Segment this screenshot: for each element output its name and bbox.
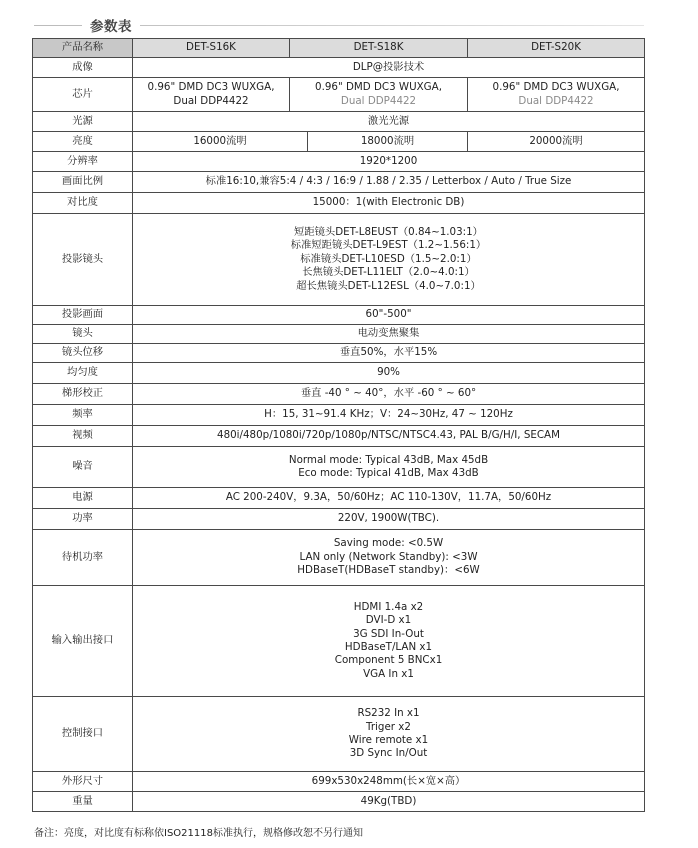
- row-control-ports: [33, 697, 645, 772]
- row-label: 梯形校正: [33, 384, 133, 405]
- row-frequency: [33, 405, 645, 426]
- row-label: 均匀度: [33, 363, 133, 384]
- chip-line-1: 0.96" DMD DC3 WUXGA,: [147, 81, 275, 94]
- lens-item: 长焦镜头DET-L11ELT（2.0~4.0:1）: [302, 266, 475, 279]
- row-value: 垂直 -40 ° ~ 40°，水平 -60 ° ~ 60°: [133, 384, 645, 405]
- chip-model-1: [133, 78, 290, 112]
- row-value: 90%: [133, 363, 645, 384]
- noise-item: Eco mode: Typical 41dB, Max 43dB: [298, 467, 479, 479]
- header-label: 产品名称: [33, 39, 133, 58]
- model-1-name: DET-S16K: [133, 39, 290, 58]
- row-value: H：15, 31~91.4 KHz；V：24~30Hz, 47 ~ 120Hz: [133, 405, 645, 426]
- lens-item: 短距镜头DET-L8EUST（0.84~1.03:1）: [294, 226, 483, 239]
- row-noise: [33, 447, 645, 488]
- brightness-model-1: 16000流明: [133, 132, 308, 152]
- chip-line-1: 0.96" DMD DC3 WUXGA,: [492, 81, 620, 94]
- chip-line-1: 0.96" DMD DC3 WUXGA,: [315, 81, 442, 94]
- row-lens: [33, 214, 645, 306]
- io-item: HDMI 1.4a x2: [353, 600, 424, 613]
- row-label: 镜头位移: [33, 344, 133, 363]
- row-label: 成像: [33, 58, 133, 78]
- row-lens-type: [33, 325, 645, 344]
- lens-list: [133, 214, 645, 306]
- row-label: 电源: [33, 488, 133, 509]
- brightness-model-2: 18000流明: [308, 132, 468, 152]
- row-video: [33, 426, 645, 447]
- row-label: 噪音: [33, 447, 133, 488]
- row-value: 220V, 1900W(TBC).: [133, 509, 645, 530]
- io-item: DVI-D x1: [365, 614, 412, 627]
- lens-item: 标准镜头DET-L10ESD（1.5~2.0:1）: [300, 252, 477, 265]
- control-list: [133, 697, 645, 772]
- lens-item: 超长焦镜头DET-L12ESL（4.0~7.0:1）: [296, 279, 481, 292]
- row-label: 功率: [33, 509, 133, 530]
- row-label: 频率: [33, 405, 133, 426]
- row-label: 投影画面: [33, 306, 133, 325]
- model-2-name: DET-S18K: [290, 39, 468, 58]
- row-value: 电动变焦聚集: [133, 325, 645, 344]
- row-label: 对比度: [33, 193, 133, 214]
- control-item: Wire remote x1: [348, 734, 429, 746]
- row-power-supply: [33, 488, 645, 509]
- row-label: 视频: [33, 426, 133, 447]
- row-value: 699x530x248mm(长×宽×高）: [133, 772, 645, 792]
- table-header-row: [33, 39, 645, 58]
- row-value: 垂直50%，水平15%: [133, 344, 645, 363]
- row-label: 分辨率: [33, 152, 133, 172]
- row-label: 输入输出接口: [33, 586, 133, 697]
- row-io-ports: [33, 586, 645, 697]
- row-uniformity: [33, 363, 645, 384]
- row-standby-power: [33, 530, 645, 586]
- spec-table: [32, 38, 645, 812]
- row-screen-size: [33, 306, 645, 325]
- row-label: 待机功率: [33, 530, 133, 586]
- standby-item: HDBaseT(HDBaseT standby)：<6W: [297, 564, 480, 577]
- footnote: 备注：亮度，对比度有标称依ISO21118标准执行，规格修改恕不另行通知: [34, 828, 363, 839]
- row-label: 光源: [33, 112, 133, 132]
- row-weight: [33, 792, 645, 812]
- row-value: 480i/480p/1080i/720p/1080p/NTSC/NTSC4.43, PAL B/G/H/I, SECAM: [133, 426, 645, 447]
- row-light-source: [33, 112, 645, 132]
- chip-model-3: [468, 78, 645, 112]
- model-3-name: DET-S20K: [468, 39, 645, 58]
- row-contrast: [33, 193, 645, 214]
- row-lens-shift: [33, 344, 645, 363]
- row-aspect-ratio: [33, 172, 645, 193]
- row-value: 60"-500": [133, 306, 645, 325]
- row-keystone: [33, 384, 645, 405]
- page-title: 参数表: [82, 15, 140, 35]
- row-label: 画面比例: [33, 172, 133, 193]
- row-label: 投影镜头: [33, 214, 133, 306]
- row-value: 49Kg(TBD): [133, 792, 645, 812]
- control-item: 3D Sync In/Out: [349, 747, 428, 760]
- row-value: 激光光源: [133, 112, 645, 132]
- control-item: Triger x2: [366, 720, 411, 733]
- standby-list: [133, 530, 645, 586]
- chip-line-2: Dual DDP4422: [173, 94, 249, 107]
- row-power: [33, 509, 645, 530]
- io-list: [133, 586, 645, 697]
- row-label: 芯片: [33, 78, 133, 112]
- row-label: 重量: [33, 792, 133, 812]
- io-item: HDBaseT/LAN x1: [344, 641, 433, 653]
- io-item: Component 5 BNCx1: [334, 654, 443, 667]
- title-bar: [34, 12, 644, 36]
- standby-item: LAN only (Network Standby): <3W: [299, 550, 478, 563]
- control-item: RS232 In x1: [357, 707, 420, 720]
- row-label: 镜头: [33, 325, 133, 344]
- io-item: VGA In x1: [363, 667, 414, 680]
- row-value: 1920*1200: [133, 152, 645, 172]
- row-value: 15000：1(with Electronic DB): [133, 193, 645, 214]
- row-value: 标准16:10,兼容5:4 / 4:3 / 16:9 / 1.88 / 2.35 / Letterbox / Auto / True Size: [133, 172, 645, 193]
- noise-item: Normal mode: Typical 43dB, Max 45dB: [288, 453, 489, 466]
- io-item: 3G SDI In-Out: [353, 627, 424, 640]
- row-label: 亮度: [33, 132, 133, 152]
- row-resolution: [33, 152, 645, 172]
- chip-model-2: [290, 78, 468, 112]
- noise-list: [133, 447, 645, 488]
- lens-item: 标准短距镜头DET-L9EST（1.2~1.56:1）: [290, 239, 487, 252]
- row-dimensions: [33, 772, 645, 792]
- brightness-model-3: 20000流明: [468, 132, 645, 152]
- row-chip: [33, 78, 645, 112]
- row-value: AC 200-240V，9.3A，50/60Hz；AC 110-130V，11.7A，50/60Hz: [133, 488, 645, 509]
- chip-line-2: Dual DDP4422: [340, 94, 417, 107]
- chip-line-2: Dual DDP4422: [518, 94, 594, 107]
- standby-item: Saving mode: <0.5W: [333, 537, 444, 550]
- row-value: DLP@投影技术: [133, 58, 645, 78]
- row-brightness: [33, 132, 645, 152]
- row-imaging: [33, 58, 645, 78]
- row-label: 控制接口: [33, 697, 133, 772]
- row-label: 外形尺寸: [33, 772, 133, 792]
